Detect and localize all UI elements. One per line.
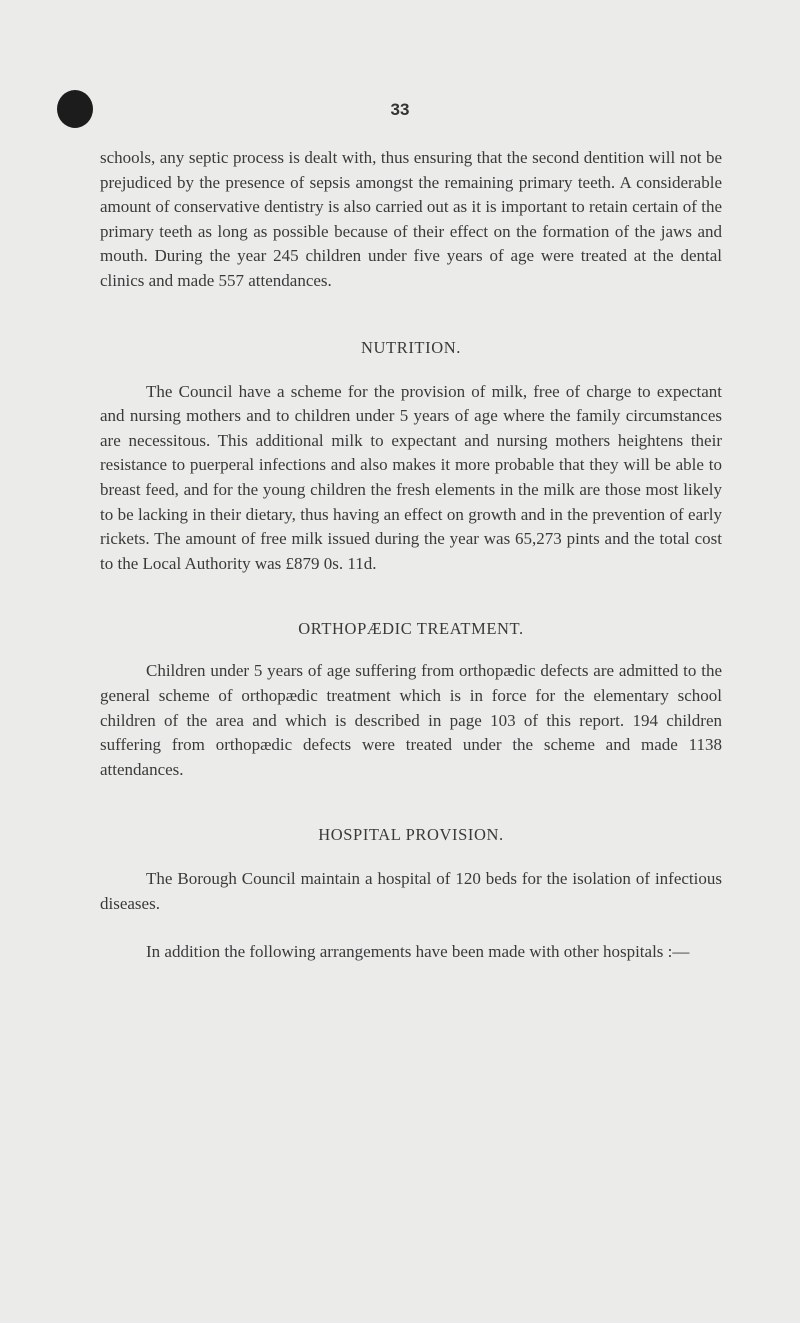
hospital-paragraph: The Borough Council maintain a hospital of 120 beds for the isolation of infectious diseases.: [100, 869, 722, 913]
nutrition-heading: NUTRITION.: [361, 337, 461, 357]
orthopaedic-paragraph: Children under 5 years of age suffering from orthopædic defects are admitted to the general scheme of orthopædic treatment which is in force for the elementary school children of the area and which is described in page 103 of this report. 194 children suffering from orthopædic defects were treated under the scheme and made 1138 attendances.: [100, 661, 722, 779]
nutrition-paragraph: The Council have a scheme for the provision of milk, free of charge to expectant and nursing mothers and to children under 5 years of age where the family circumstances are necessitous. This additional milk to expectant and nursing mothers heightens their resistance to puerperal infections and also makes it more probable that they will be able to breast feed, and for the young children the fresh elements in the milk are those most likely to be lacking in their dietary, thus having an effect on growth and in the prevention of early rickets. The amount of free milk issued during the year was 65,273 pints and the total cost to the Local Authority was £879 0s. 11d.: [100, 381, 722, 573]
hospital-heading: HOSPITAL PROVISION.: [318, 825, 504, 845]
page-body: [100, 146, 722, 965]
page-number: 33: [390, 100, 410, 119]
intro-paragraph: schools, any septic process is dealt with, thus ensuring that the second dentition will not be prejudiced by the presence of sepsis amongst the remaining primary teeth. A considerable amount of conservative dentistry is also carried out as it is important to retain certain of the primary teeth as long as possible because of their effect on the formation of the jaws and mouth. During the year 245 children under five years of age were treated at the dental clinics and made 557 attendances.: [100, 148, 722, 290]
hospital-arrangements-paragraph: In addition the following arrangements have been made with other hospitals :—: [146, 942, 690, 962]
orthopaedic-heading: ORTHOPÆDIC TREATMENT.: [298, 619, 524, 639]
